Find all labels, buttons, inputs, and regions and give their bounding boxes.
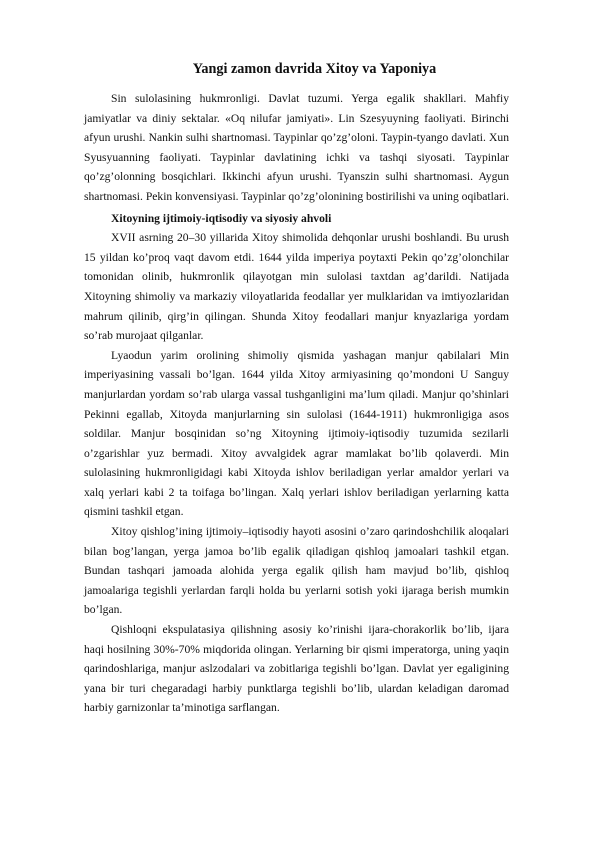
document-title: Yangi zamon davrida Xitoy va Yaponiya (192, 61, 437, 77)
intro-paragraph: Sin sulolasining hukmronligi. Davlat tuzumi. Yerga egalik shakllari. Mahfiy jamiyatlar va diniy sektalar. «Oq nilufar jamiyati». Lin Szesyuyning faoliyati. Birinchi afyun urushi. Nankin sulhi shartnomasi. Taypinlar qo’zg’oloni. Taypin-tyango davlati. Xun Syusyuanning faoliyati. Taypinlar davlatining ichki va tashqi siyosati. Taypinlar qo’zg’olonning bosqichlari. Ikkinchi afyun urushi. Tyanszin sulhi shartnomasi. Aygun shartnomasi. Pekin konvensiyasi. Taypinlar qo’zg’olonining bostirilishi va uning oqibatlari. (84, 92, 509, 203)
document-page (84, 60, 509, 718)
body-paragraph-1: XVII asrning 20–30 yillarida Xitoy shimolida dehqonlar urushi boshlandi. Bu urush 15 yildan ko’proq vaqt davom etdi. 1644 yilda imperiya poytaxti Pekin qo’zg’olonchilar tomonidan olinib, hukmronlik qilayotgan min sulolasi taxtdan ag’darildi. Natijada Xitoyning shimoliy va markaziy viloyatlarida feodallar yer mulklaridan va imtiyozlaridan mahrum qilinib, qirg’in qilingan. Shunda Xitoy feodallari manjur knyazlariga yordam so’rab murojaat qilganlar. (84, 231, 509, 343)
body-paragraph-3: Xitoy qishlog’ining ijtimoiy–iqtisodiy hayoti asosini o’zaro qarindoshchilik aloqalari bilan bog’langan, yerga jamoa bo’lib egalik qiladigan qishloq jamoalari tashkil etgan. Bundan tashqari jamoada alohida yerga egalik qilish ham mavjud bo’lib, qishloq jamoalariga tegishli yerlardan farqli holda bu yerlarni sotish yoki ijaraga berish mumkin bo’lgan. (84, 525, 509, 617)
body-paragraph-2: Lyaodun yarim orolining shimoliy qismida yashagan manjur qabilalari Min imperiyasining vassali bo’lgan. 1644 yilda Xitoy armiyasining qo’mondoni U Sanguy manjurlardan yordam so’rab ularga vassal tushganligini ma’lum qiladi. Manjur qo’shinlari Pekinni egallab, Xitoyda manjurlarning sin sulolasi (1644-1911) hukmronligiga asos soldilar. Manjur bosqinidan so’ng Xitoyning ijtimoiy-iqtisodiy tuzumida sezilarli o’zgarishlar yuz bermadi. Xitoy avvalgidek agrar mamlakat bo’lib qolaverdi. Min sulolasining hukmronligidagi kabi Xitoyda ishlov beriladigan yerlar amaldor yerlari va xalq yerlari kabi 2 ta toifaga bo’lingan. Xalq yerlari ishlov beriladigan yerlarning katta qismini tashkil etgan. (84, 348, 509, 519)
section-heading: Xitoyning ijtimoiy-iqtisodiy va siyosiy ahvoli (111, 211, 332, 225)
body-paragraph-4: Qishloqni ekspulatasiya qilishning asosiy ko’rinishi ijara-chorakorlik bo’lib, ijara haqi hosilning 30%-70% miqdorida olingan. Yerlarning bir qismi imperatorga, uning yaqin qarindoshlariga, manjur aslzodalari va zobitlariga tegishli bo’lgan. Davlat yer egaligining yana bir turi chegaradagi harbiy punktlarga tegishli bo’lib, ulardan keladigan daromad harbiy garnizonlar ta’minotiga sarflangan. (84, 623, 509, 715)
